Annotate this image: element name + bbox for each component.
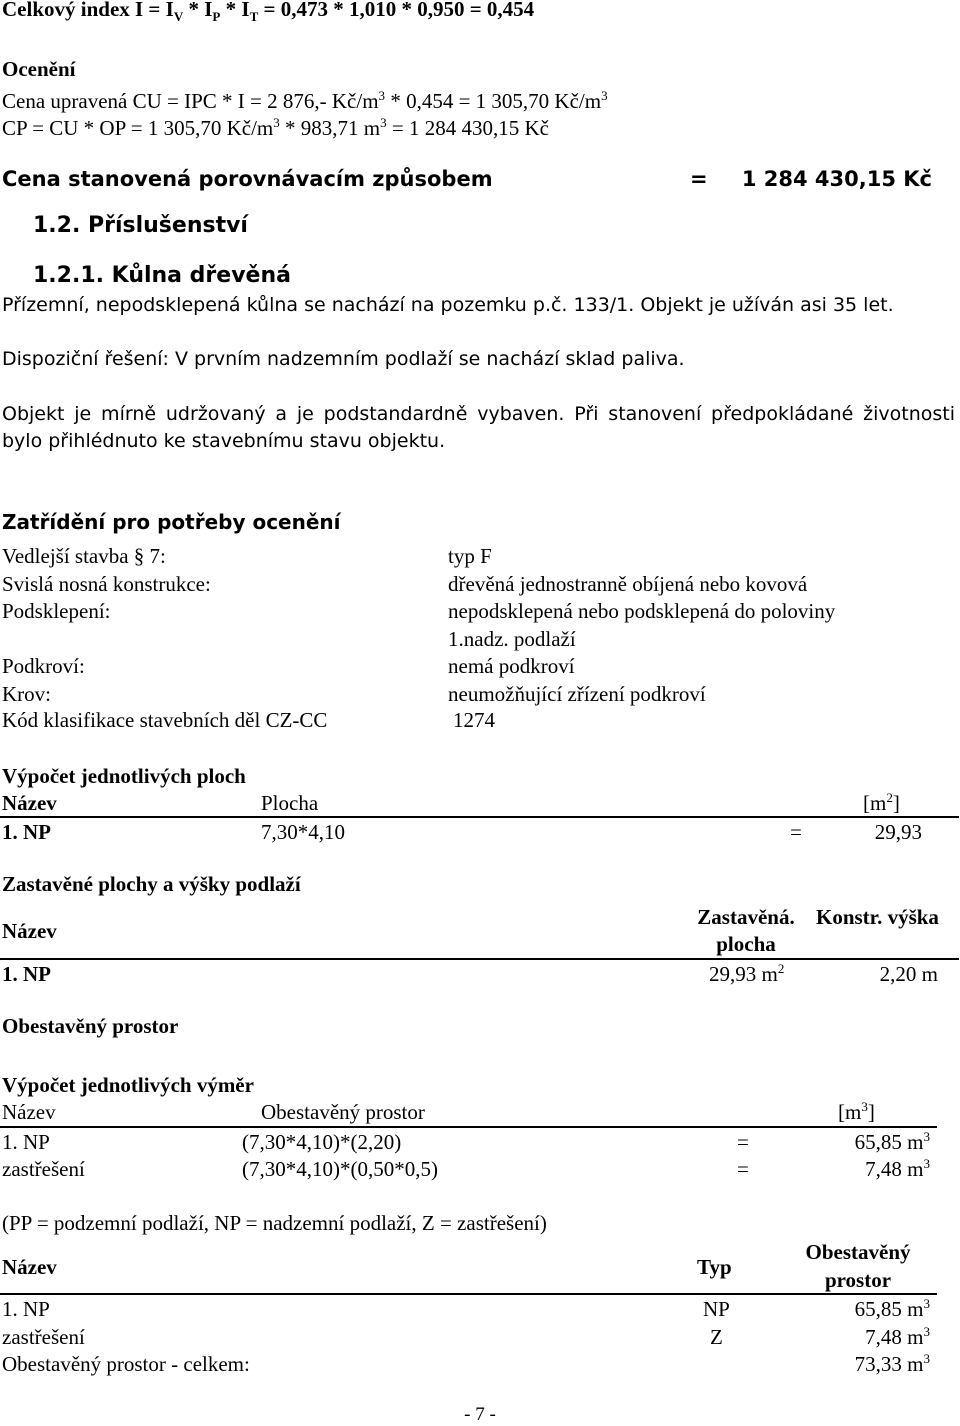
area-table-rule [0,816,959,818]
comparative-price-eq: = [690,167,708,191]
valuation-heading: Ocenění [2,57,76,81]
classification-label: Podsklepení: [2,599,111,623]
built-col-height: Konstr. výška [816,905,939,929]
volume-row-name: zastřešení [2,1157,85,1181]
summary-row-type: Z [710,1325,723,1349]
volume-col-unit: $[m^3]$ [838,1099,875,1124]
summary-col-name: Název [2,1255,57,1279]
volume-row-formula: (7,30*4,10)*(0,50*0,5) [242,1157,438,1181]
area-row-name: 1. NP [2,820,51,844]
classification-value: 1.nadz. podlaží [448,627,576,651]
built-row-name: 1. NP [2,962,51,986]
subsection-heading: 1.2.1. Kůlna dřevěná [33,263,291,288]
area-row-formula: 7,30*4,10 [261,820,345,844]
summary-col-space-2: prostor [824,1268,892,1292]
summary-row-type: NP [703,1297,730,1321]
summary-row-value: 7,48 $m^3$ [865,1324,930,1349]
volume-table-rule [0,1126,937,1128]
area-col-name: Název [2,791,57,815]
summary-total-label: Obestavěný prostor - celkem: [2,1352,250,1376]
built-col-area-2: plocha [716,932,776,956]
classification-value: nemá podkroví [448,654,575,678]
area-row-value: 29,93 [874,820,922,844]
volume-col-space: Obestavěný prostor [261,1100,425,1124]
volume-row-value: 7,48 $m^3$ [865,1156,930,1181]
cp-price-line: CP = CU * OP = 1 305,70 $Kč/m^3 * 983,71$ $m^3 = 1$ 284 430,15 Kč [2,115,549,140]
classification-value: dřevěná jednostranně obíjená nebo kovová [448,572,808,596]
volume-col-name: Název [2,1100,56,1124]
section-heading: 1.2. Příslušenství [33,213,248,238]
summary-table-rule [0,1293,937,1295]
built-row-area: 29,93 $m^2$ [709,961,785,986]
classification-value: neumožňující zřízení podkroví [448,682,706,706]
comparative-price-value: 1 284 430,15 Kč [741,167,932,191]
adjusted-price-line: Cena upravená CU = IPC * I = 2 876,- $Kč/m^3 * 0,454 = 1$ 305,70 $Kč/m^3$ [2,88,608,113]
description-paragraph-3a: Objekt je mírně udržovaný a je podstandardně vybaven. Při stanovení předpokládané životnosti [2,403,955,425]
area-calc-heading: Výpočet jednotlivých ploch [2,764,246,788]
summary-col-space-1: Obestavěný [805,1240,911,1264]
area-row-eq: = [790,820,802,844]
description-paragraph-1: Přízemní, nepodsklepená kůlna se nachází na pozemku p.č. 133/1. Objekt je užíván asi 35 let. [2,294,894,316]
classification-label: Krov: [2,682,51,706]
abbreviation-legend: (PP = podzemní podlaží, NP = nadzemní podlaží, Z = zastřešení) [2,1211,547,1235]
classification-heading: Zatřídění pro potřeby ocenění [2,510,341,534]
summary-col-type: Typ [697,1255,732,1279]
classification-label: Podkroví: [2,654,85,678]
built-table-rule [0,958,959,960]
comparative-price-label: Cena stanovená porovnávacím způsobem [2,167,493,191]
volume-row-value: 65,85 $m^3$ [854,1129,930,1154]
total-index-line: Celkový index $I = I_V * I_P * I_T = 0,473 * 1,010 * 0,950 = 0,454$ [2,0,535,25]
classification-label: Svislá nosná konstrukce: [2,572,211,596]
page-number: - 7 - [464,1404,496,1425]
classification-value: 1274 [453,708,495,732]
area-col-unit: $[m^2]$ [863,790,900,815]
volume-row-eq: = [737,1157,749,1181]
summary-row-value: 65,85 $m^3$ [854,1296,930,1321]
summary-total-value: 73,33 $m^3$ [854,1351,930,1376]
enclosed-space-heading: Obestavěný prostor [2,1014,179,1038]
summary-row-name: zastřešení [2,1325,85,1349]
built-col-area-1: Zastavěná. [697,905,795,929]
volume-row-eq: = [737,1130,749,1154]
description-paragraph-2: Dispoziční řešení: V prvním nadzemním podlaží se nachází sklad paliva. [2,348,685,370]
built-col-name: Název [2,919,57,943]
classification-label: Kód klasifikace stavebních děl CZ-CC [2,708,328,732]
built-row-height: 2,20 m [879,962,938,986]
volume-row-name: 1. NP [2,1130,50,1154]
area-col-area: Plocha [261,791,319,815]
classification-label: Vedlejší stavba § 7: [2,544,166,568]
volume-row-formula: (7,30*4,10)*(2,20) [242,1130,402,1154]
built-area-heading: Zastavěné plochy a výšky podlaží [2,872,301,896]
classification-value: nepodsklepená nebo podsklepená do poloviny [448,599,836,623]
classification-value: typ F [448,544,492,568]
summary-row-name: 1. NP [2,1297,50,1321]
description-paragraph-3b: bylo přihlédnuto ke stavebnímu stavu objektu. [2,430,446,452]
volume-calc-heading: Výpočet jednotlivých výměr [2,1073,254,1097]
